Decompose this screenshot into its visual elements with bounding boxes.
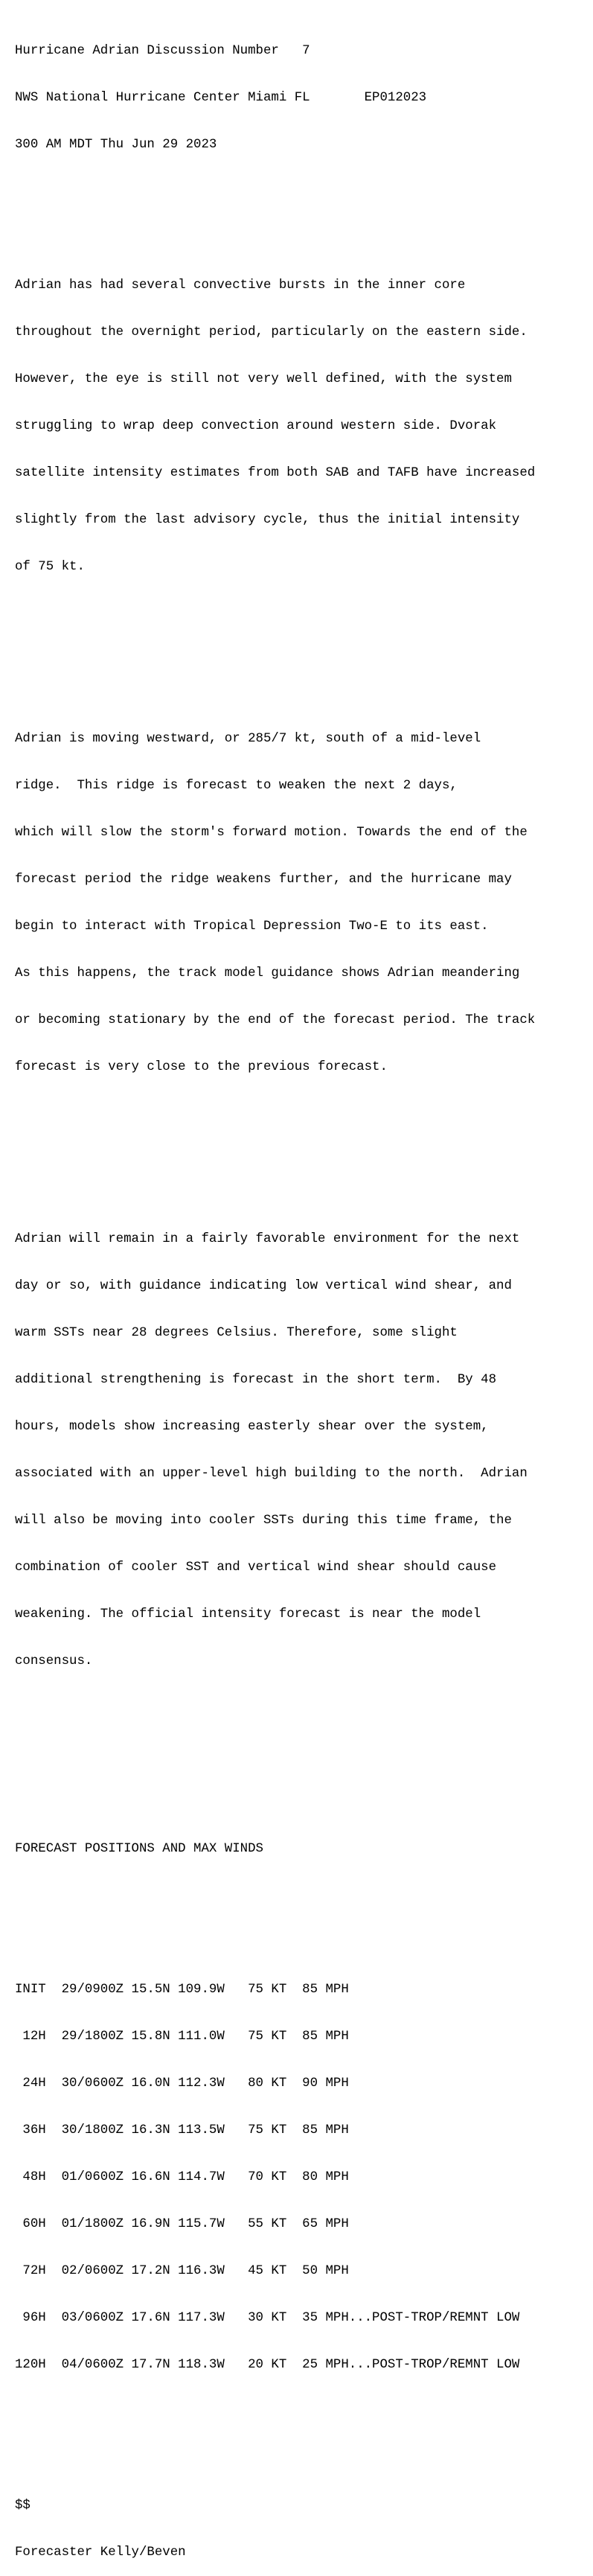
text-line: satellite intensity estimates from both SAB and TAFB have increased xyxy=(15,466,536,480)
text-line: forecast period the ridge weakens further, and the hurricane may xyxy=(15,873,512,887)
text-line: struggling to wrap deep convection around western side. Dvorak xyxy=(15,419,497,433)
text-line: warm SSTs near 28 degrees Celsius. Therefore, some slight xyxy=(15,1326,458,1340)
forecast-row: 12H 29/1800Z 15.8N 111.0W 75 KT 85 MPH xyxy=(15,2030,349,2044)
text-line: throughout the overnight period, particularly on the eastern side. xyxy=(15,325,528,339)
end-separator: $$ xyxy=(15,2499,31,2513)
text-line: Adrian is moving westward, or 285/7 kt, south of a mid-level xyxy=(15,732,481,746)
forecast-table xyxy=(15,1951,589,2404)
issue-time: 300 AM MDT Thu Jun 29 2023 xyxy=(15,138,217,152)
forecast-row: INIT 29/0900Z 15.5N 109.9W 75 KT 85 MPH xyxy=(15,1983,349,1997)
forecast-row: 36H 30/1800Z 16.3N 113.5W 75 KT 85 MPH xyxy=(15,2123,349,2137)
forecast-row: 24H 30/0600Z 16.0N 112.3W 80 KT 90 MPH xyxy=(15,2076,349,2091)
issuing-office: NWS National Hurricane Center Miami FL EP012023 xyxy=(15,91,427,105)
forecast-row: 72H 02/0600Z 17.2N 116.3W 45 KT 50 MPH xyxy=(15,2264,349,2278)
text-line: day or so, with guidance indicating low vertical wind shear, and xyxy=(15,1279,512,1293)
forecast-row: 96H 03/0600Z 17.6N 117.3W 30 KT 35 MPH...POST-TROP/REMNT LOW xyxy=(15,2311,520,2325)
blank-line xyxy=(15,1732,589,1747)
text-line: additional strengthening is forecast in the short term. By 48 xyxy=(15,1373,497,1387)
text-line: will also be moving into cooler SSTs during this time frame, the xyxy=(15,1514,512,1528)
paragraph-track xyxy=(15,700,589,1106)
discussion-document xyxy=(15,12,589,2576)
forecast-row: 48H 01/0600Z 16.6N 114.7W 70 KT 80 MPH xyxy=(15,2170,349,2184)
text-line: ridge. This ridge is forecast to weaken the next 2 days, xyxy=(15,779,458,793)
text-line: combination of cooler SST and vertical wind shear should cause xyxy=(15,1560,497,1575)
text-line: consensus. xyxy=(15,1654,93,1668)
text-line: associated with an upper-level high building to the north. Adrian xyxy=(15,1467,528,1481)
blank-line xyxy=(15,2435,589,2451)
text-line: or becoming stationary by the end of the forecast period. The track xyxy=(15,1013,536,1027)
text-line: Adrian has had several convective bursts in the inner core xyxy=(15,278,466,293)
text-line: weakening. The official intensity forecast is near the model xyxy=(15,1607,481,1622)
text-line: forecast is very close to the previous forecast. xyxy=(15,1060,388,1074)
blank-line xyxy=(15,637,589,653)
text-line: hours, models show increasing easterly shear over the system, xyxy=(15,1420,489,1434)
discussion-title: Hurricane Adrian Discussion Number 7 xyxy=(15,44,310,58)
text-line: which will slow the storm's forward motion. Towards the end of the xyxy=(15,826,528,840)
blank-line xyxy=(15,184,589,200)
forecaster-signature: Forecaster Kelly/Beven xyxy=(15,2545,186,2560)
forecast-heading: FORECAST POSITIONS AND MAX WINDS xyxy=(15,1842,263,1856)
forecast-row: 120H 04/0600Z 17.7N 118.3W 20 KT 25 MPH...POST-TROP/REMNT LOW xyxy=(15,2358,520,2372)
forecast-row: 60H 01/1800Z 16.9N 115.7W 55 KT 65 MPH xyxy=(15,2217,349,2231)
blank-line xyxy=(15,1888,589,1904)
text-line: Adrian will remain in a fairly favorable environment for the next xyxy=(15,1232,520,1246)
blank-line xyxy=(15,1138,589,1153)
text-line: of 75 kt. xyxy=(15,560,85,574)
text-line: begin to interact with Tropical Depression Two-E to its east. xyxy=(15,919,489,934)
text-line: As this happens, the track model guidance shows Adrian meandering xyxy=(15,966,520,981)
text-line: However, the eye is still not very well defined, with the system xyxy=(15,372,512,386)
paragraph-current-status xyxy=(15,246,589,606)
paragraph-intensity xyxy=(15,1200,589,1700)
blank-line xyxy=(15,1779,589,1794)
text-line: slightly from the last advisory cycle, thus the initial intensity xyxy=(15,513,520,527)
